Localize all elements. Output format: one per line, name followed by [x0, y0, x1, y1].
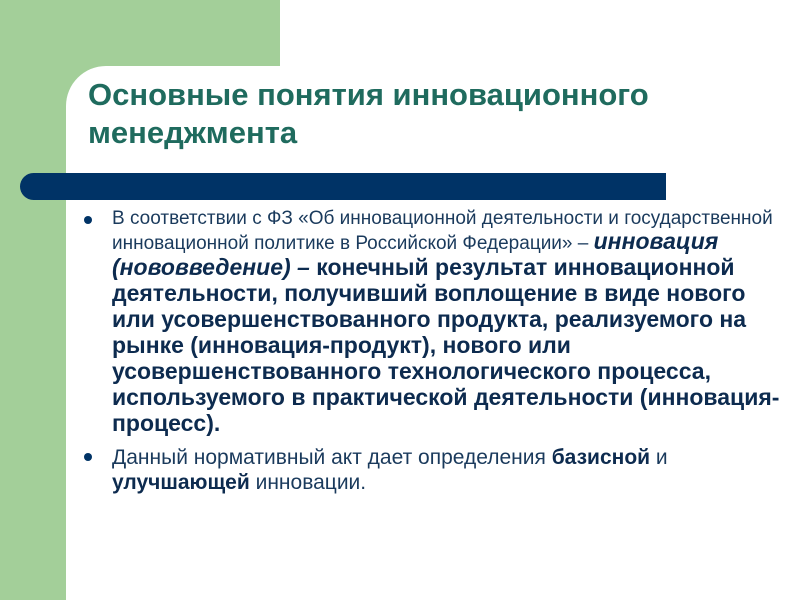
bullet-bold-term: улучшающей: [112, 471, 250, 494]
title-divider-bar: [20, 173, 666, 200]
bullet-icon: [84, 453, 92, 461]
bullet-part: инновации.: [249, 471, 367, 494]
bullet-bold-term: базисной: [551, 446, 651, 469]
bullet-definition: конечный результат инновационной деятельности, получивший воплощение в виде нового или усовершенствованного продукта, реализуемого на рынке (инновация-продукт), нового или усовершенствованного технологического процесса, используемого в практической деятельности (инновация-процесс).: [112, 254, 780, 436]
slide-title: Основные понятия инновационного менеджмента: [88, 77, 649, 150]
bullet-text: [112, 208, 784, 437]
bullet-part: и: [650, 446, 668, 469]
bullet-list: [84, 208, 784, 495]
bullet-intro: В соответствии с ФЗ «Об инновационной деятельности и государственной инновационной политике в Российской Федерации» –: [112, 208, 773, 254]
bullet-part: Данный нормативный акт дает определения: [112, 446, 552, 469]
list-item: [84, 445, 784, 495]
bullet-text: [112, 445, 784, 495]
bullet-icon: [84, 216, 92, 224]
list-item: [84, 208, 784, 437]
bullet-term: инновация (нововведение) –: [112, 228, 719, 280]
